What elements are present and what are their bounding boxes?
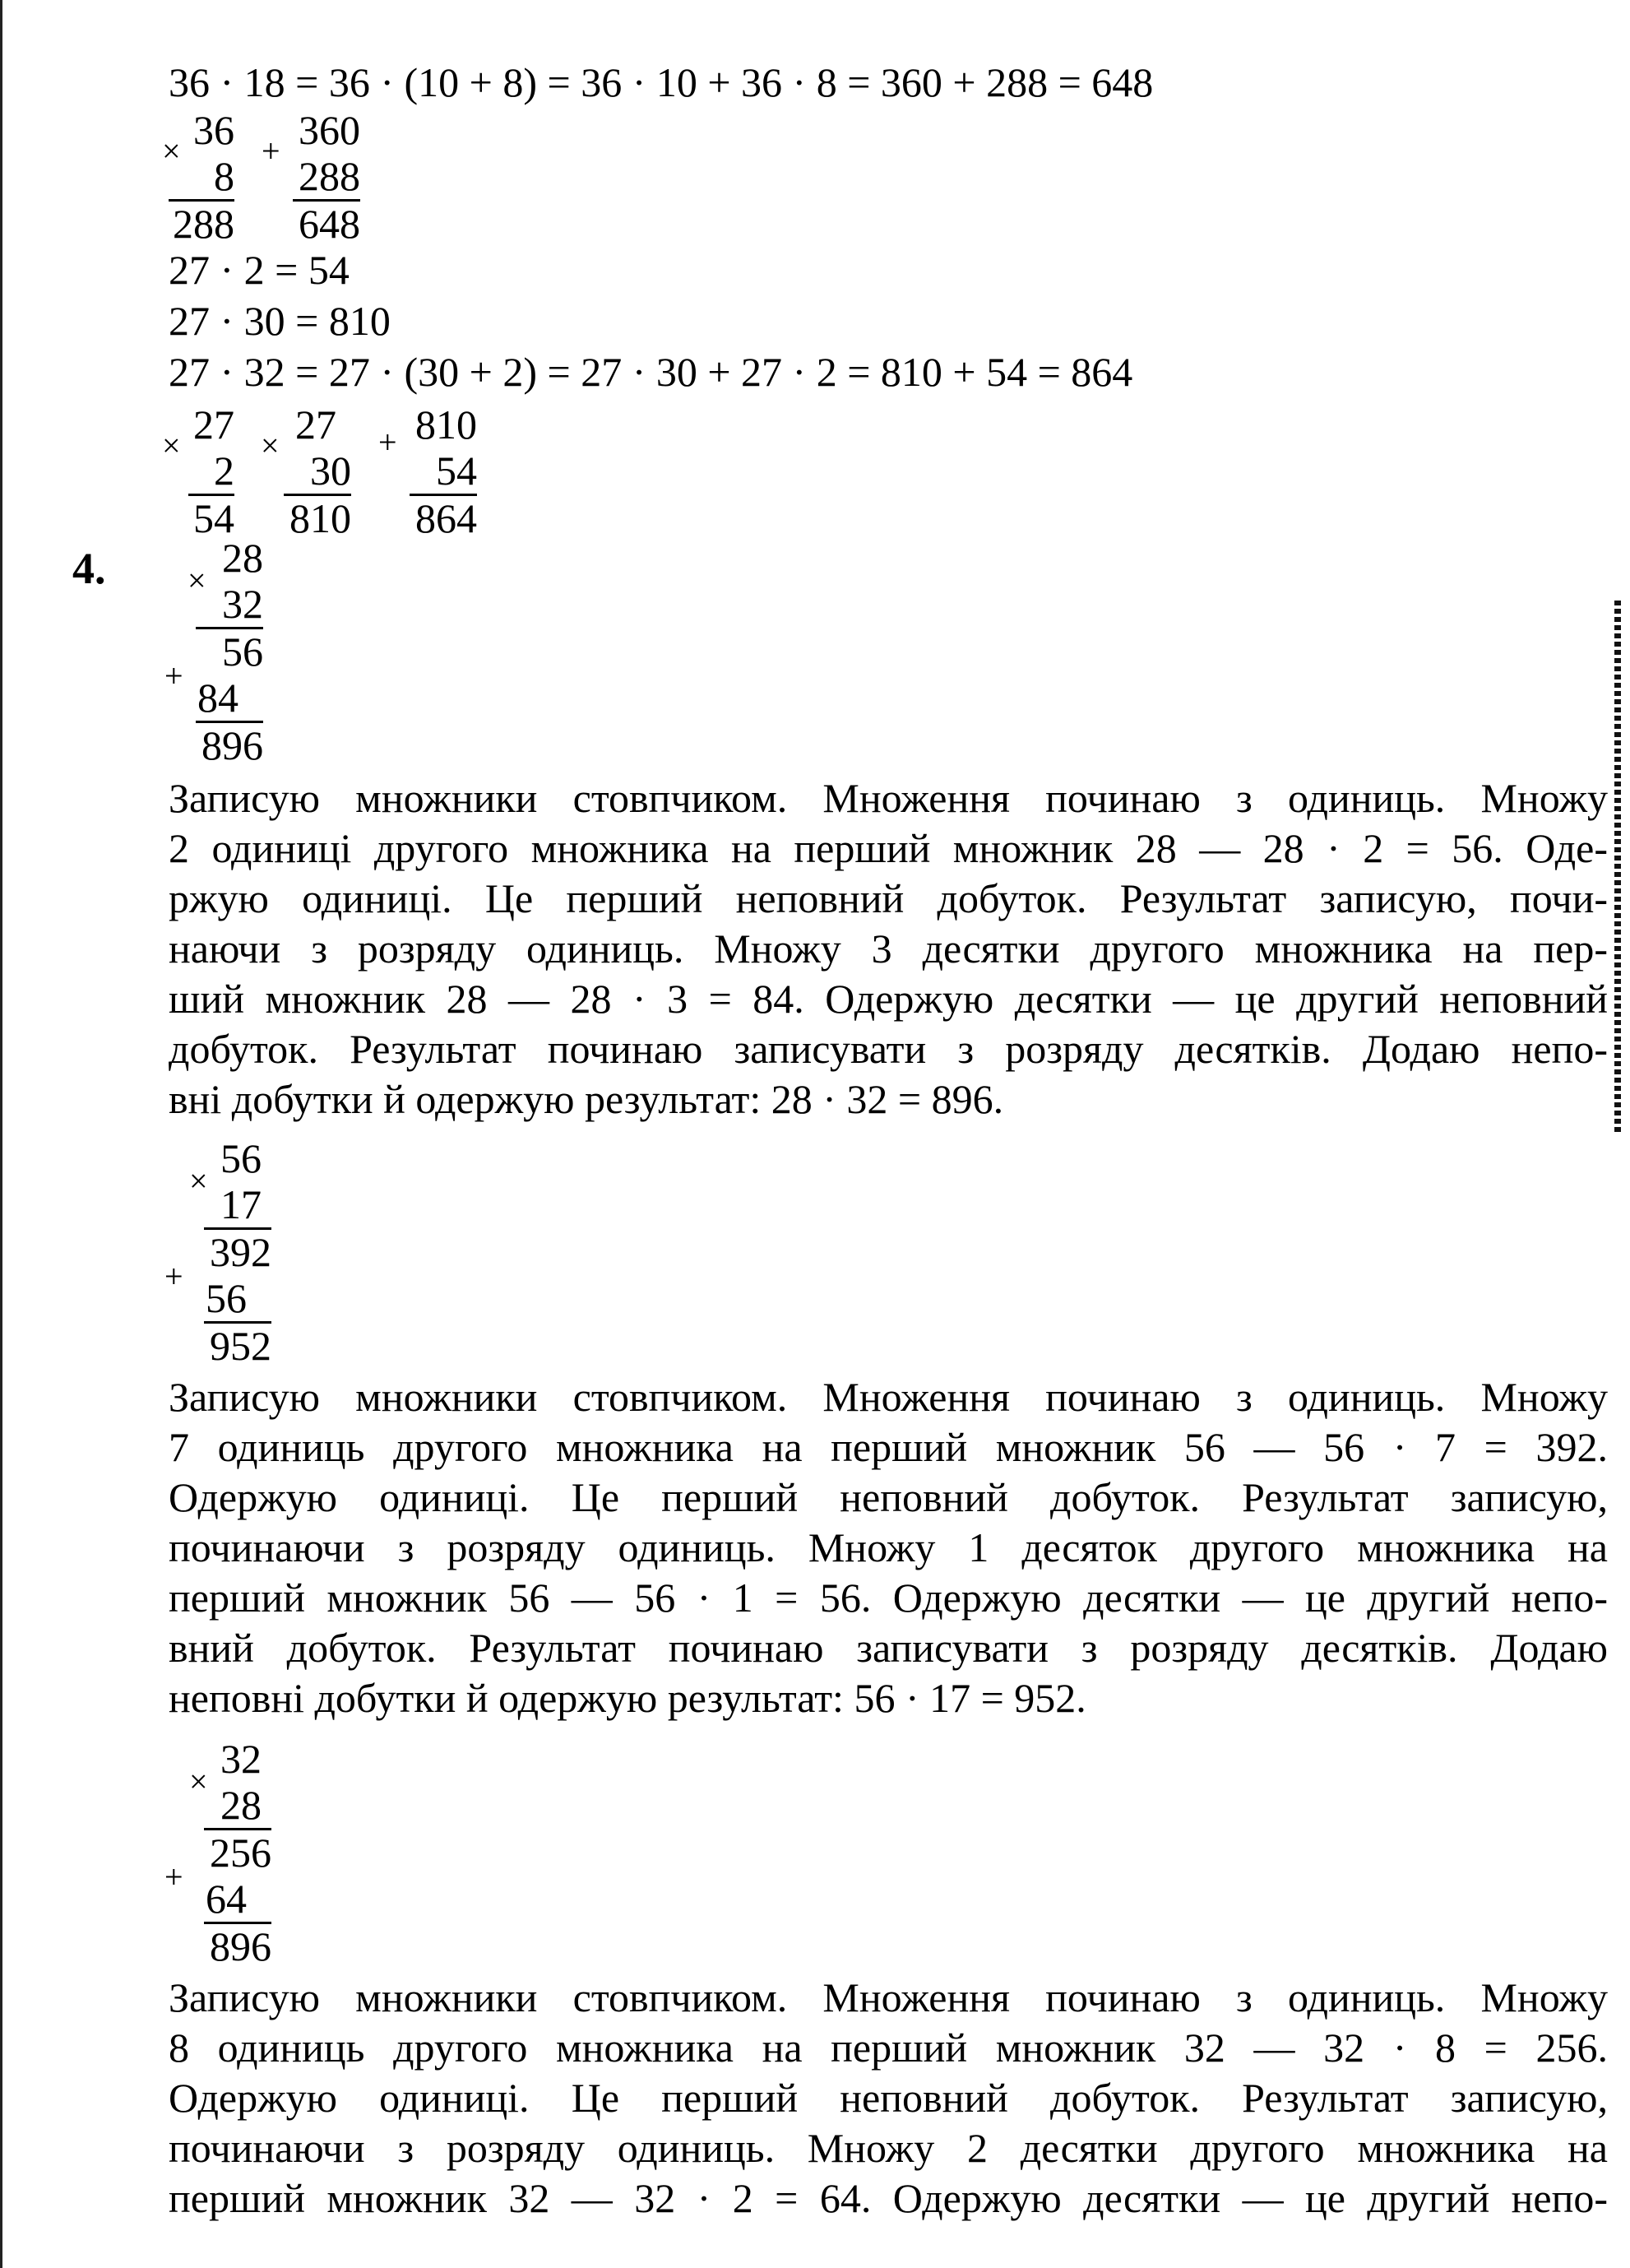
column-36x8 <box>160 107 234 247</box>
factor-a: 56 <box>220 1135 262 1181</box>
multiply-sign: × <box>189 1763 208 1800</box>
explanation-56x17 <box>169 1372 1608 1723</box>
operand-a: 36 <box>193 107 234 153</box>
result: 54 <box>193 495 234 541</box>
text-line: 7 одиниць другого множника на перший множник 56 — 56 · 7 = 392. <box>169 1424 1608 1470</box>
plus-sign: + <box>164 1858 183 1895</box>
text-line: Одержую одиниці. Це перший неповний добуток. Результат записую, <box>169 1474 1608 1520</box>
text-line: перший множник 56 — 56 · 1 = 56. Одержую десятки — це другий непо- <box>169 1575 1608 1621</box>
factor-a: 28 <box>222 535 263 581</box>
partial-product-2: 56 <box>206 1275 247 1321</box>
result: 952 <box>210 1323 271 1369</box>
text-line: вні добутки й одержую результат: 28 · 32 = 896. <box>169 1076 1004 1122</box>
text-line: ший множник 28 — 28 · 3 = 84. Одержую десятки — це другий неповний <box>169 976 1608 1022</box>
explanation-32x28 <box>169 1973 1608 2224</box>
binding-marks <box>1614 601 1621 1135</box>
result: 288 <box>173 201 234 247</box>
plus-sign: + <box>378 424 397 461</box>
result: 810 <box>289 495 351 541</box>
column-28x32 <box>164 535 263 773</box>
result: 896 <box>210 1923 271 1969</box>
result: 896 <box>201 722 263 768</box>
operand-a: 360 <box>299 107 360 153</box>
operand-b: 288 <box>299 153 360 199</box>
operand-b: 2 <box>214 448 234 494</box>
column-27x30 <box>259 401 351 541</box>
operand-b: 30 <box>310 448 351 494</box>
equation-27x2: 27 · 2 = 54 <box>169 247 350 293</box>
equation-36x18: 36 · 18 = 36 · (10 + 8) = 36 · 10 + 36 · 8 = 360 + 288 = 648 <box>169 59 1154 105</box>
partial-product-1: 256 <box>210 1830 271 1876</box>
partial-product-2: 84 <box>197 675 238 721</box>
column-32x28 <box>164 1736 271 1974</box>
result: 648 <box>299 201 360 247</box>
column-810-plus-54 <box>378 401 477 541</box>
factor-b: 17 <box>220 1181 262 1227</box>
partial-product-1: 392 <box>210 1229 271 1275</box>
multiply-sign: × <box>162 132 181 169</box>
column-27x2 <box>160 401 234 541</box>
plus-sign: + <box>262 132 280 169</box>
text-line: вний добуток. Результат починаю записувати з розряду десятків. Додаю <box>169 1625 1608 1671</box>
factor-a: 32 <box>220 1736 262 1782</box>
operand-b: 8 <box>214 153 234 199</box>
factor-b: 28 <box>220 1782 262 1828</box>
operand-a: 27 <box>295 401 336 448</box>
text-line: перший множник 32 — 32 · 2 = 64. Одержую десятки — це другий непо- <box>169 2175 1608 2221</box>
column-360-plus-288 <box>262 107 360 247</box>
operand-a: 27 <box>193 401 234 448</box>
text-line: починаючи з розряду одиниць. Множу 2 десятки другого множника на <box>169 2125 1608 2171</box>
result: 864 <box>415 495 477 541</box>
text-line: Записую множники стовпчиком. Множення починаю з одиниць. Множу <box>169 1374 1608 1420</box>
task-number: 4. <box>72 544 106 593</box>
text-line: наючи з розряду одиниць. Множу 3 десятки другого множника на пер- <box>169 925 1608 972</box>
text-line: Одержую одиниці. Це перший неповний добуток. Результат записую, <box>169 2075 1608 2121</box>
operand-b: 54 <box>436 448 477 494</box>
text-line: 8 одиниць другого множника на перший множник 32 — 32 · 8 = 256. <box>169 2025 1608 2071</box>
equation-27x30: 27 · 30 = 810 <box>169 298 391 344</box>
partial-product-1: 56 <box>222 628 263 675</box>
multiply-sign: × <box>162 427 181 464</box>
text-line: добуток. Результат починаю записувати з розряду десятків. Додаю непо- <box>169 1026 1608 1072</box>
column-56x17 <box>164 1135 271 1374</box>
equation-27x32: 27 · 32 = 27 · (30 + 2) = 27 · 30 + 27 · 2 = 810 + 54 = 864 <box>169 349 1133 395</box>
text-line: Записую множники стовпчиком. Множення починаю з одиниць. Множу <box>169 775 1608 821</box>
plus-sign: + <box>164 1258 183 1295</box>
multiply-sign: × <box>261 427 280 464</box>
plus-sign: + <box>164 657 183 694</box>
multiply-sign: × <box>189 1162 208 1199</box>
operand-a: 810 <box>415 401 477 448</box>
text-line: починаючи з розряду одиниць. Множу 1 десяток другого множника на <box>169 1524 1608 1570</box>
factor-b: 32 <box>222 581 263 627</box>
text-line: неповні добутки й одержую результат: 56 · 17 = 952. <box>169 1675 1086 1721</box>
page-left-border <box>0 0 2 2268</box>
explanation-28x32 <box>169 773 1608 1125</box>
partial-product-2: 64 <box>206 1876 247 1922</box>
multiply-sign: × <box>188 562 206 599</box>
text-line: ржую одиниці. Це перший неповний добуток. Результат записую, почи- <box>169 875 1608 921</box>
text-line: 2 одиниці другого множника на перший множник 28 — 28 · 2 = 56. Оде- <box>169 825 1608 871</box>
text-line: Записую множники стовпчиком. Множення починаю з одиниць. Множу <box>169 1974 1608 2020</box>
